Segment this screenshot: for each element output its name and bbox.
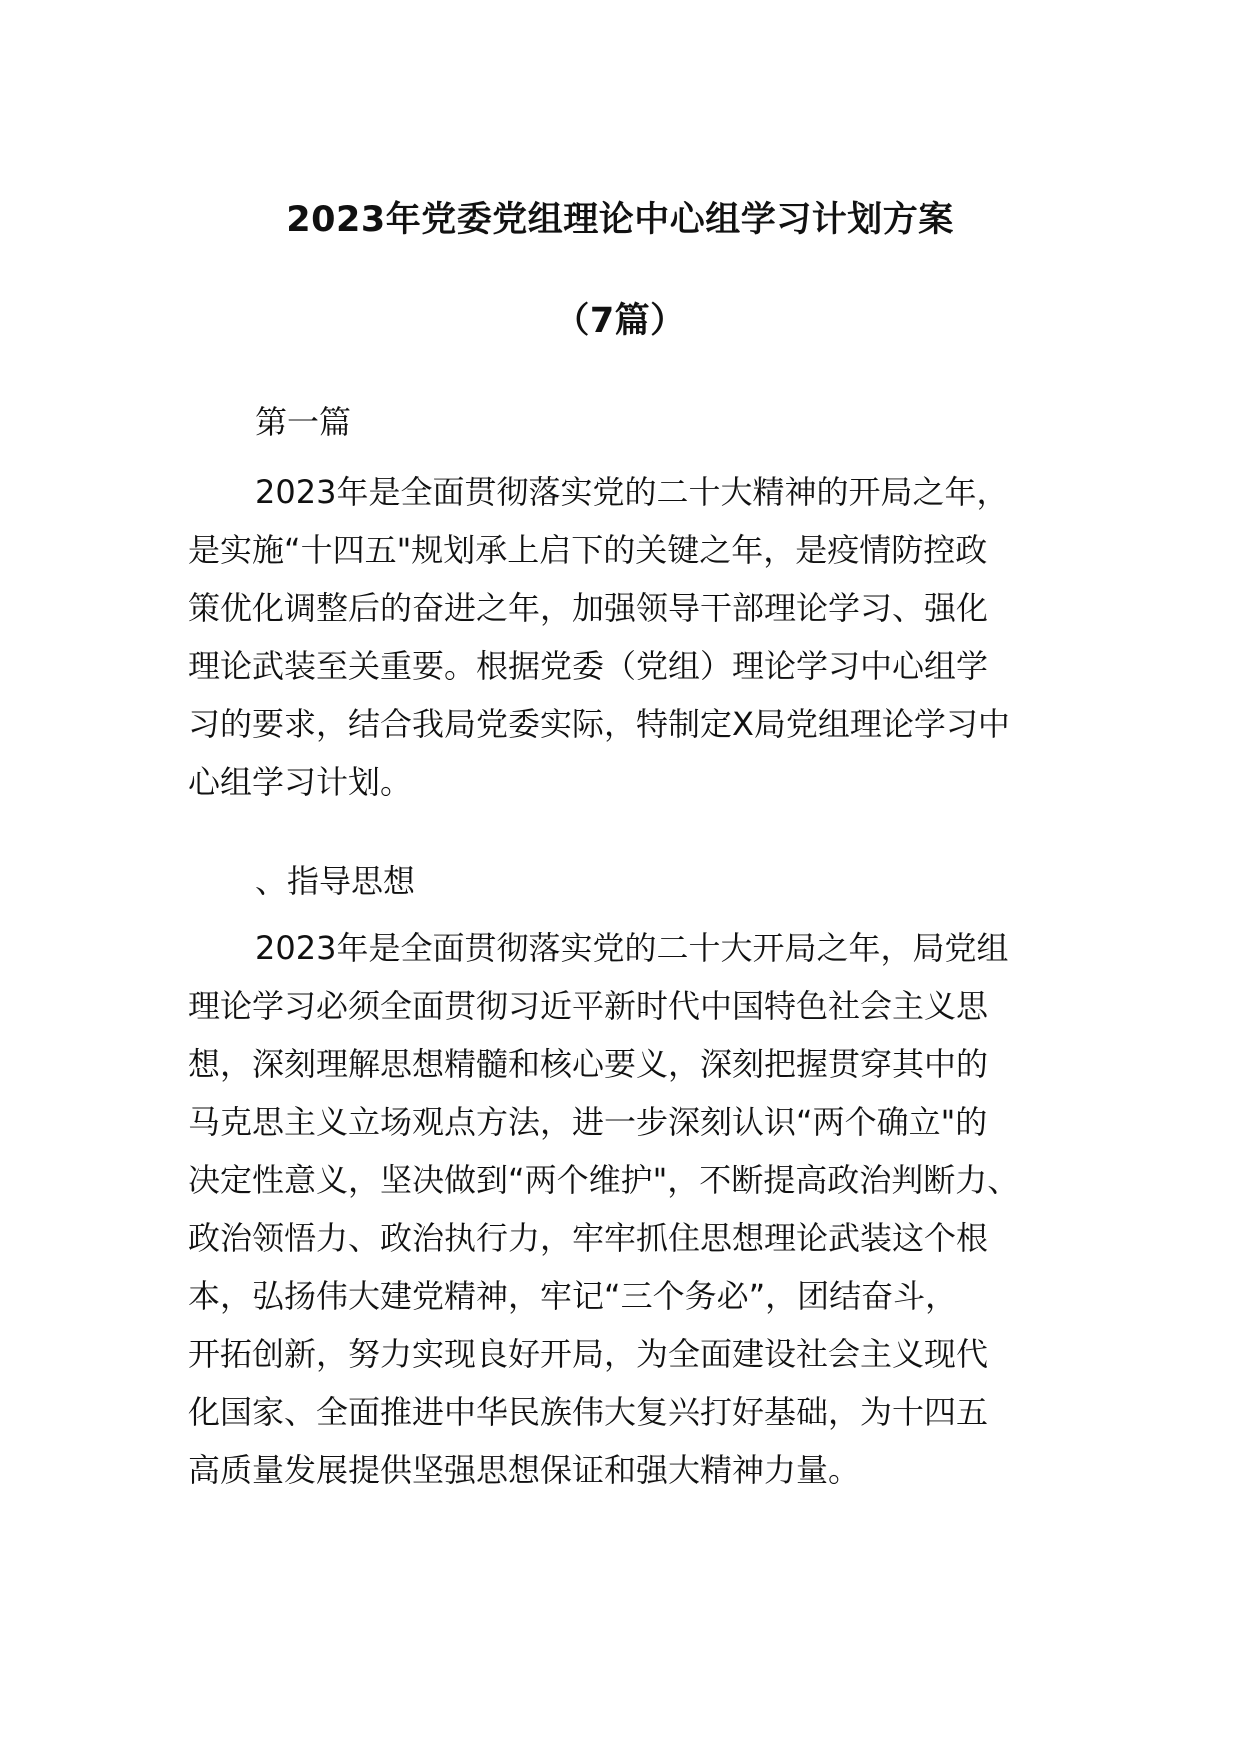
paragraph-line: 2023年是全面贯彻落实党的二十大精神的开局之年， xyxy=(255,473,1009,511)
document-subtitle: （7篇） xyxy=(554,301,686,341)
paragraph-line: 2023年是全面贯彻落实党的二十大开局之年，局党组 xyxy=(255,929,1009,967)
paragraph-line: 决定性意义，坚决做到“两个维护"，不断提高政治判断力、 xyxy=(188,1161,1020,1199)
subheading-guiding-thought: 、指导思想 xyxy=(255,862,416,900)
paragraph-line: 策优化调整后的奋进之年，加强领导干部理论学习、强化 xyxy=(188,589,989,627)
paragraph-line: 高质量发展提供坚强思想保证和强大精神力量。 xyxy=(188,1451,861,1489)
paragraph-line: 化国家、全面推进中华民族伟大复兴打好基础，为十四五 xyxy=(188,1393,989,1431)
paragraph-line: 开拓创新，努力实现良好开局，为全面建设社会主义现代 xyxy=(188,1335,989,1373)
paragraph-line: 心组学习计划。 xyxy=(188,763,413,801)
paragraph-line: 理论武装至关重要。根据党委（党组）理论学习中心组学 xyxy=(188,647,989,685)
paragraph-line: 马克思主义立场观点方法，进一步深刻认识“两个确立"的 xyxy=(188,1103,988,1141)
paragraph-line: 想，深刻理解思想精髓和核心要义，深刻把握贯穿其中的 xyxy=(188,1045,989,1083)
paragraph-line: 理论学习必须全面贯彻习近平新时代中国特色社会主义思 xyxy=(188,987,989,1025)
paragraph-line: 本，弘扬伟大建党精神，牢记“三个务必”，团结奋斗， xyxy=(188,1277,958,1315)
section-heading: 第一篇 xyxy=(255,403,352,441)
paragraph-line: 政治领悟力、政治执行力，牢牢抓住思想理论武装这个根 xyxy=(188,1219,989,1257)
document-title: 2023年党委党组理论中心组学习计划方案 xyxy=(286,200,954,240)
paragraph-line: 是实施“十四五"规划承上启下的关键之年，是疫情防控政 xyxy=(188,531,988,569)
paragraph-line: 习的要求，结合我局党委实际，特制定X局党组理论学习中 xyxy=(188,705,1010,743)
